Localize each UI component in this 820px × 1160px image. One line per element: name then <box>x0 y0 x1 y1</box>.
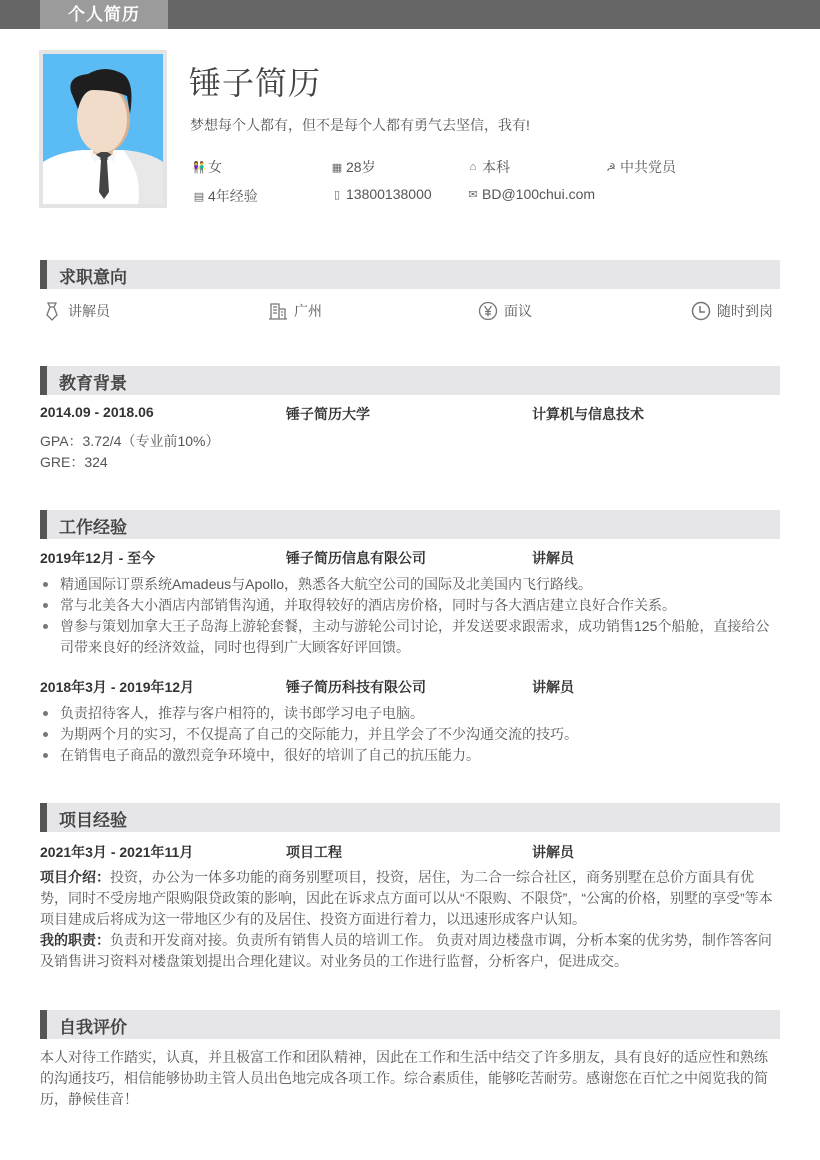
section-header-work: 工作经验 <box>40 510 780 539</box>
section-header-self: 自我评价 <box>40 1010 780 1039</box>
job-company: 锤子简历科技有限公司 <box>286 679 426 695</box>
info-phone[interactable]: ▯ 13800138000 <box>330 186 432 202</box>
clock-icon <box>691 301 711 321</box>
job-period: 2018年3月 - 2019年12月 <box>40 679 195 695</box>
graduation-cap-icon: ⌂ <box>469 161 477 173</box>
project-name: 项目工程 <box>286 844 342 860</box>
phone-icon: ▯ <box>333 188 341 201</box>
intent-city: 广州 <box>268 301 322 321</box>
avatar <box>39 50 167 208</box>
job-role: 讲解员 <box>532 679 574 695</box>
project-duty-label: 我的职责： <box>40 932 110 948</box>
list-item: 为期两个月的实习，不仅提高了自己的交际能力，并且学会了不少沟通交流的技巧。 <box>40 724 780 745</box>
project-intro-label: 项目介绍： <box>40 869 110 885</box>
project-role: 讲解员 <box>532 844 574 860</box>
job-role: 讲解员 <box>532 550 574 566</box>
job-bullets <box>40 703 780 766</box>
self-evaluation-text: 本人对待工作踏实，认真，并且极富工作和团队精神，因此在工作和生活中结交了许多朋友，具有良好的适应性和熟练的沟通技巧，相信能够协助主管人员出色地完成各项工作。综合素质佳，能够吃苦耐劳。感谢您在百忙之中阅览我的简历，静候佳音！ <box>40 1049 768 1107</box>
resume-tab: 个人简历 <box>40 0 168 29</box>
job-period: 2019年12月 - 至今 <box>40 550 156 566</box>
list-item: 在销售电子商品的激烈竞争环境中，很好的培训了自己的抗压能力。 <box>40 745 780 766</box>
mail-icon: ✉ <box>468 188 478 201</box>
document-icon: ▤ <box>193 190 205 203</box>
calendar-icon: ▦ <box>331 161 343 174</box>
project-duty-text: 负责和开发商对接。负责所有销售人员的培训工作。 负责对周边楼盘市调，分析本案的优劣势，制作答客问及销售讲习资料对楼盘策划提出合理化建议。对业务员的工作进行监督，分析客户，促进成交。 <box>40 932 772 969</box>
list-item: 负责招待客人，推荐与客户相符的，读书郎学习电子电脑。 <box>40 703 780 724</box>
intent-salary: 面议 <box>478 301 532 321</box>
top-bar <box>0 0 820 29</box>
info-degree: ⌂ 本科 <box>466 157 510 177</box>
list-item: 常与北美各大小酒店内部销售沟通，并取得较好的酒店房价格，同时与各大酒店建立良好合作关系。 <box>40 595 780 616</box>
intent-position: 讲解员 <box>42 301 110 321</box>
education-period: 2014.09 - 2018.06 <box>40 404 154 420</box>
project-intro-text: 投资，办公为一体多功能的商务别墅项目，投资，居住，为二合一综合社区，商务别墅在总价方面具有优势，同时不受房地产限购限贷政策的影响，因此在诉求点方面可以从“不限购、不限贷”，“公寓的价格，别墅的享受”等本项目建成后将成为这一带地区少有的及居住、投资方面进行着力，以迅速形成客户认知。 <box>40 869 773 927</box>
job-bullets <box>40 574 780 658</box>
building-icon <box>268 301 288 321</box>
education-major: 计算机与信息技术 <box>532 406 644 422</box>
project-description <box>40 867 780 972</box>
tie-icon <box>42 301 62 321</box>
education-school: 锤子简历大学 <box>286 406 370 422</box>
info-age: ▦ 28岁 <box>331 159 376 175</box>
job-company: 锤子简历信息有限公司 <box>286 550 426 566</box>
intent-availability: 随时到岗 <box>691 301 773 321</box>
party-emblem-icon: ☭ <box>606 161 616 174</box>
info-email[interactable]: ✉ BD@100chui.com <box>466 186 595 202</box>
education-gpa: GPA：3.72/4（专业前10%） <box>40 433 220 449</box>
section-header-project: 项目经验 <box>40 803 780 832</box>
project-period: 2021年3月 - 2021年11月 <box>40 844 194 860</box>
info-gender: 👫 女 <box>192 159 222 175</box>
gender-icon: 👫 <box>192 161 206 174</box>
yen-icon <box>478 301 498 321</box>
info-political: ☭ 中共党员 <box>604 157 676 177</box>
section-header-education: 教育背景 <box>40 366 780 395</box>
education-gre: GRE：324 <box>40 454 108 470</box>
motto: 梦想每个人都有，但不是每个人都有勇气去坚信，我有! <box>190 117 530 133</box>
candidate-name: 锤子简历 <box>189 65 322 101</box>
list-item: 曾参与策划加拿大王子岛海上游轮套餐，主动与游轮公司讨论，并发送要求跟需求，成功销售125个船舱，直接给公司带来良好的经济效益，同时也得到广大顾客好评回馈。 <box>40 616 780 658</box>
avatar-illustration <box>43 54 163 204</box>
info-experience: ▤ 4年经验 <box>193 188 258 204</box>
list-item: 精通国际订票系统Amadeus与Apollo，熟悉各大航空公司的国际及北美国内飞行路线。 <box>40 574 780 595</box>
section-header-intent: 求职意向 <box>40 260 780 289</box>
